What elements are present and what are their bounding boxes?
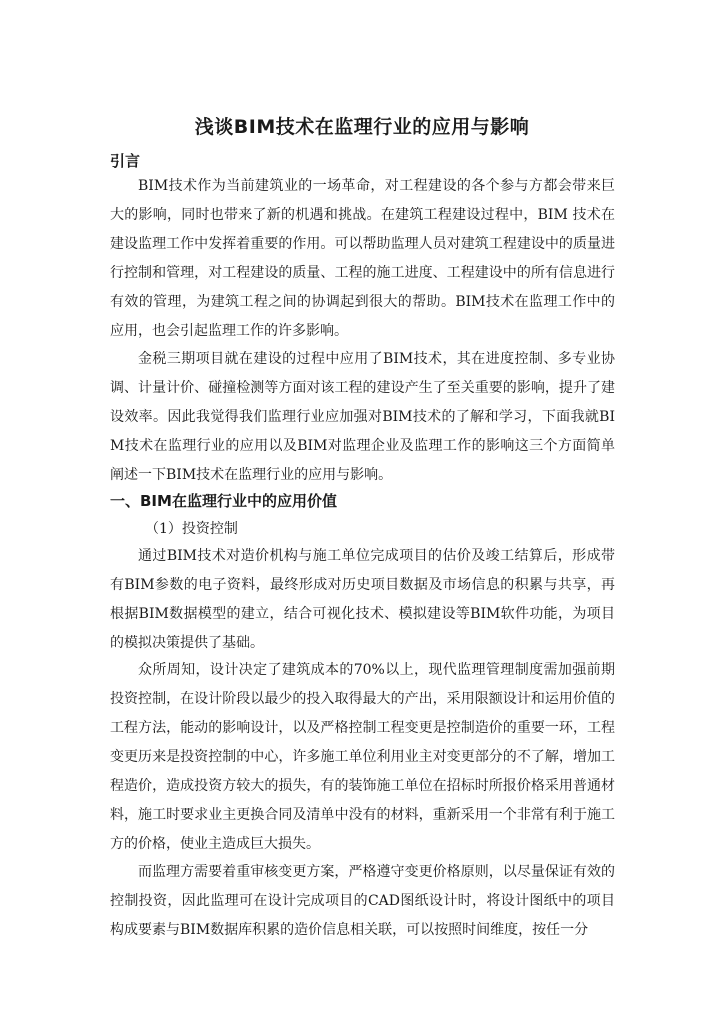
intro-paragraph-2: 金税三期项目就在建设的过程中应用了BIM技术，其在进度控制、多专业协调、计量计价、碰撞检测等方面对该工程的建设产生了至关重要的影响，提升了建设效率。因此我觉得我们监理行业应加强对BIM技术的了解和学习，下面我就BIM技术在监理行业的应用以及BIM对监理企业及监理工作的影响这三个方面简单阐述一下BIM技术在监理行业的应用与影响。 — [110, 351, 615, 483]
intro-paragraph-1: BIM技术作为当前建筑业的一场革命，对工程建设的各个参与方都会带来巨大的影响，同时也带来了新的机遇和挑战。在建筑工程建设过程中，BIM 技术在建设监理工作中发挥着重要的作用。可以帮助监理人员对建筑工程建设中的质量进行控制和管理，对工程建设的质量、工程的施工进度、工程建设中的所有信息进行有效的管理，为建筑工程之间的协调起到很大的帮助。BIM技术在监理工作中的应用，也会引起监理工作的许多影响。 — [110, 178, 615, 339]
document-title: 浅谈BIM技术在监理行业的应用与影响 — [194, 116, 530, 138]
section-one-paragraph-3: 而监理方需要着重审核变更方案，严格遵守变更价格原则，以尽量保证有效的控制投资，因此监理可在设计完成项目的CAD图纸设计时，将设计图纸中的项目构成要素与BIM数据库积累的造价信息相关联，可以按照时间维度，按任一分 — [110, 864, 615, 938]
section-heading-application-value: 一、BIM在监理行业中的应用价值 — [110, 492, 337, 510]
section-one-paragraph-2: 众所周知，设计决定了建筑成本的70%以上，现代监理管理制度需加强前期投资控制，在设计阶段以最少的投入取得最大的产出，采用限额设计和运用价值的工程方法，能动的影响设计，以及严格控制工程变更是控制造价的重要一环，工程变更历来是投资控制的中心，许多施工单位利用业主对变更部分的不了解，增加工程造价，造成投资方较大的损失，有的装饰施工单位在招标时所报价格采用普通材料，施工时要求业主更换合同及清单中没有的材料，重新采用一个非常有利于施工方的价格，使业主造成巨大损失。 — [110, 662, 615, 852]
subheading-investment-control: （1）投资控制 — [145, 521, 238, 537]
section-one-paragraph-1: 通过BIM技术对造价机构与施工单位完成项目的估价及竣工结算后，形成带有BIM参数的电子资料，最终形成对历史项目数据及市场信息的积累与共享，再根据BIM数据模型的建立，结合可视化技术、模拟建设等BIM软件功能，为项目的模拟决策提供了基础。 — [110, 548, 615, 651]
section-heading-intro: 引言 — [110, 152, 141, 170]
